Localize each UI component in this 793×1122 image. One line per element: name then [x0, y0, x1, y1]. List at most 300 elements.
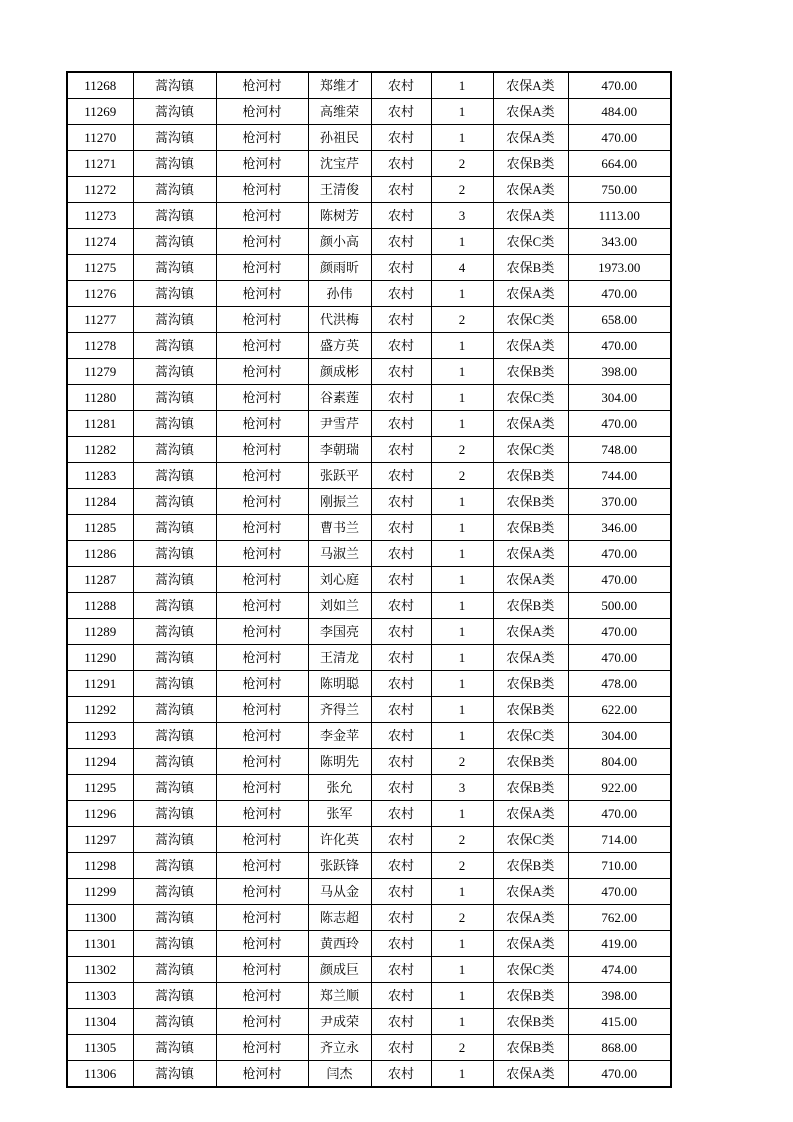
table-row	[67, 827, 671, 853]
cell-person-name: 刘如兰	[308, 593, 371, 619]
cell-residence-type: 农村	[371, 307, 431, 333]
cell-village: 枪河村	[216, 801, 308, 827]
cell-person-name: 刘心庭	[308, 567, 371, 593]
cell-insurance-class: 农保B类	[493, 151, 568, 177]
cell-insurance-class: 农保B类	[493, 1009, 568, 1035]
cell-amount: 304.00	[568, 385, 671, 411]
cell-town: 蒿沟镇	[133, 957, 216, 983]
table-row	[67, 72, 671, 99]
cell-amount: 470.00	[568, 72, 671, 99]
table-row	[67, 905, 671, 931]
cell-village: 枪河村	[216, 853, 308, 879]
records-table-body	[67, 72, 671, 1087]
table-row	[67, 593, 671, 619]
cell-person-name: 颜雨昕	[308, 255, 371, 281]
table-row	[67, 229, 671, 255]
cell-residence-type: 农村	[371, 983, 431, 1009]
table-row	[67, 411, 671, 437]
cell-person-name: 郑维才	[308, 72, 371, 99]
cell-town: 蒿沟镇	[133, 749, 216, 775]
cell-person-count: 1	[431, 541, 493, 567]
cell-town: 蒿沟镇	[133, 515, 216, 541]
cell-person-name: 郑兰顺	[308, 983, 371, 1009]
cell-town: 蒿沟镇	[133, 489, 216, 515]
cell-town: 蒿沟镇	[133, 619, 216, 645]
cell-town: 蒿沟镇	[133, 593, 216, 619]
cell-insurance-class: 农保C类	[493, 229, 568, 255]
cell-village: 枪河村	[216, 203, 308, 229]
cell-person-name: 李国亮	[308, 619, 371, 645]
cell-village: 枪河村	[216, 333, 308, 359]
table-row	[67, 619, 671, 645]
cell-residence-type: 农村	[371, 749, 431, 775]
table-row	[67, 515, 671, 541]
cell-person-name: 孙伟	[308, 281, 371, 307]
cell-person-count: 1	[431, 931, 493, 957]
cell-town: 蒿沟镇	[133, 827, 216, 853]
cell-person-count: 1	[431, 697, 493, 723]
cell-person-count: 3	[431, 775, 493, 801]
cell-town: 蒿沟镇	[133, 697, 216, 723]
table-row	[67, 931, 671, 957]
cell-residence-type: 农村	[371, 281, 431, 307]
cell-person-count: 2	[431, 437, 493, 463]
cell-insurance-class: 农保C类	[493, 307, 568, 333]
cell-insurance-class: 农保A类	[493, 125, 568, 151]
cell-record-id: 11297	[67, 827, 133, 853]
cell-residence-type: 农村	[371, 879, 431, 905]
cell-insurance-class: 农保A类	[493, 99, 568, 125]
cell-village: 枪河村	[216, 515, 308, 541]
table-row	[67, 125, 671, 151]
cell-person-count: 1	[431, 72, 493, 99]
cell-residence-type: 农村	[371, 723, 431, 749]
cell-village: 枪河村	[216, 255, 308, 281]
cell-town: 蒿沟镇	[133, 385, 216, 411]
cell-residence-type: 农村	[371, 1035, 431, 1061]
table-row	[67, 645, 671, 671]
cell-insurance-class: 农保C类	[493, 827, 568, 853]
cell-person-name: 刚振兰	[308, 489, 371, 515]
table-row	[67, 671, 671, 697]
cell-village: 枪河村	[216, 645, 308, 671]
cell-person-name: 王清俊	[308, 177, 371, 203]
cell-town: 蒿沟镇	[133, 645, 216, 671]
cell-record-id: 11289	[67, 619, 133, 645]
cell-insurance-class: 农保A类	[493, 931, 568, 957]
cell-residence-type: 农村	[371, 333, 431, 359]
cell-person-count: 1	[431, 515, 493, 541]
cell-amount: 1973.00	[568, 255, 671, 281]
cell-amount: 343.00	[568, 229, 671, 255]
cell-amount: 868.00	[568, 1035, 671, 1061]
cell-insurance-class: 农保A类	[493, 1061, 568, 1088]
cell-residence-type: 农村	[371, 463, 431, 489]
cell-town: 蒿沟镇	[133, 333, 216, 359]
cell-town: 蒿沟镇	[133, 671, 216, 697]
table-row	[67, 749, 671, 775]
cell-amount: 398.00	[568, 359, 671, 385]
cell-town: 蒿沟镇	[133, 151, 216, 177]
cell-record-id: 11286	[67, 541, 133, 567]
cell-amount: 664.00	[568, 151, 671, 177]
cell-record-id: 11282	[67, 437, 133, 463]
cell-residence-type: 农村	[371, 489, 431, 515]
cell-village: 枪河村	[216, 879, 308, 905]
cell-insurance-class: 农保B类	[493, 853, 568, 879]
cell-person-count: 2	[431, 853, 493, 879]
cell-residence-type: 农村	[371, 359, 431, 385]
table-row	[67, 723, 671, 749]
cell-person-count: 1	[431, 671, 493, 697]
cell-amount: 370.00	[568, 489, 671, 515]
cell-village: 枪河村	[216, 281, 308, 307]
cell-amount: 470.00	[568, 281, 671, 307]
cell-record-id: 11301	[67, 931, 133, 957]
cell-town: 蒿沟镇	[133, 203, 216, 229]
cell-insurance-class: 农保A类	[493, 645, 568, 671]
cell-town: 蒿沟镇	[133, 177, 216, 203]
cell-record-id: 11293	[67, 723, 133, 749]
cell-village: 枪河村	[216, 827, 308, 853]
cell-person-name: 尹成荣	[308, 1009, 371, 1035]
cell-amount: 470.00	[568, 333, 671, 359]
cell-amount: 762.00	[568, 905, 671, 931]
table-row	[67, 567, 671, 593]
cell-record-id: 11275	[67, 255, 133, 281]
cell-residence-type: 农村	[371, 229, 431, 255]
cell-village: 枪河村	[216, 749, 308, 775]
cell-person-count: 1	[431, 983, 493, 1009]
cell-amount: 744.00	[568, 463, 671, 489]
cell-person-name: 马淑兰	[308, 541, 371, 567]
cell-amount: 470.00	[568, 801, 671, 827]
cell-person-name: 齐立永	[308, 1035, 371, 1061]
cell-insurance-class: 农保A类	[493, 281, 568, 307]
cell-town: 蒿沟镇	[133, 125, 216, 151]
cell-person-name: 尹雪芹	[308, 411, 371, 437]
cell-person-count: 2	[431, 307, 493, 333]
cell-person-name: 陈明先	[308, 749, 371, 775]
cell-person-count: 1	[431, 411, 493, 437]
cell-insurance-class: 农保A类	[493, 177, 568, 203]
cell-record-id: 11278	[67, 333, 133, 359]
cell-residence-type: 农村	[371, 931, 431, 957]
cell-amount: 748.00	[568, 437, 671, 463]
cell-record-id: 11295	[67, 775, 133, 801]
cell-person-name: 陈志超	[308, 905, 371, 931]
cell-residence-type: 农村	[371, 385, 431, 411]
cell-person-name: 李朝瑞	[308, 437, 371, 463]
cell-residence-type: 农村	[371, 99, 431, 125]
cell-amount: 470.00	[568, 879, 671, 905]
cell-insurance-class: 农保B类	[493, 515, 568, 541]
cell-village: 枪河村	[216, 177, 308, 203]
table-row	[67, 957, 671, 983]
cell-record-id: 11299	[67, 879, 133, 905]
cell-town: 蒿沟镇	[133, 1061, 216, 1088]
cell-record-id: 11292	[67, 697, 133, 723]
cell-person-count: 1	[431, 957, 493, 983]
cell-town: 蒿沟镇	[133, 723, 216, 749]
cell-person-name: 高维荣	[308, 99, 371, 125]
cell-village: 枪河村	[216, 905, 308, 931]
cell-residence-type: 农村	[371, 775, 431, 801]
cell-village: 枪河村	[216, 593, 308, 619]
cell-village: 枪河村	[216, 229, 308, 255]
cell-record-id: 11271	[67, 151, 133, 177]
cell-residence-type: 农村	[371, 801, 431, 827]
cell-record-id: 11276	[67, 281, 133, 307]
cell-residence-type: 农村	[371, 957, 431, 983]
cell-insurance-class: 农保A类	[493, 541, 568, 567]
cell-person-name: 闫杰	[308, 1061, 371, 1088]
cell-person-name: 齐得兰	[308, 697, 371, 723]
cell-town: 蒿沟镇	[133, 463, 216, 489]
cell-person-count: 2	[431, 749, 493, 775]
cell-amount: 922.00	[568, 775, 671, 801]
cell-village: 枪河村	[216, 307, 308, 333]
table-row	[67, 541, 671, 567]
cell-person-name: 马从金	[308, 879, 371, 905]
cell-village: 枪河村	[216, 697, 308, 723]
cell-person-name: 李金苹	[308, 723, 371, 749]
cell-insurance-class: 农保B类	[493, 593, 568, 619]
cell-person-count: 1	[431, 359, 493, 385]
cell-person-count: 4	[431, 255, 493, 281]
cell-town: 蒿沟镇	[133, 541, 216, 567]
cell-insurance-class: 农保A类	[493, 801, 568, 827]
table-row	[67, 853, 671, 879]
cell-residence-type: 农村	[371, 255, 431, 281]
cell-village: 枪河村	[216, 489, 308, 515]
cell-residence-type: 农村	[371, 671, 431, 697]
cell-person-count: 1	[431, 1009, 493, 1035]
cell-residence-type: 农村	[371, 645, 431, 671]
cell-person-name: 谷素莲	[308, 385, 371, 411]
cell-town: 蒿沟镇	[133, 229, 216, 255]
cell-amount: 470.00	[568, 541, 671, 567]
cell-town: 蒿沟镇	[133, 359, 216, 385]
cell-town: 蒿沟镇	[133, 411, 216, 437]
cell-residence-type: 农村	[371, 411, 431, 437]
cell-record-id: 11290	[67, 645, 133, 671]
cell-insurance-class: 农保B类	[493, 983, 568, 1009]
cell-insurance-class: 农保A类	[493, 72, 568, 99]
cell-town: 蒿沟镇	[133, 931, 216, 957]
cell-town: 蒿沟镇	[133, 437, 216, 463]
cell-amount: 804.00	[568, 749, 671, 775]
cell-person-name: 黄西玲	[308, 931, 371, 957]
cell-village: 枪河村	[216, 437, 308, 463]
cell-person-name: 张跃平	[308, 463, 371, 489]
cell-residence-type: 农村	[371, 72, 431, 99]
cell-record-id: 11284	[67, 489, 133, 515]
cell-town: 蒿沟镇	[133, 281, 216, 307]
cell-amount: 419.00	[568, 931, 671, 957]
cell-amount: 470.00	[568, 1061, 671, 1088]
cell-amount: 304.00	[568, 723, 671, 749]
cell-town: 蒿沟镇	[133, 801, 216, 827]
cell-insurance-class: 农保A类	[493, 619, 568, 645]
cell-residence-type: 农村	[371, 827, 431, 853]
cell-record-id: 11288	[67, 593, 133, 619]
cell-village: 枪河村	[216, 125, 308, 151]
cell-record-id: 11303	[67, 983, 133, 1009]
cell-village: 枪河村	[216, 541, 308, 567]
cell-town: 蒿沟镇	[133, 567, 216, 593]
cell-record-id: 11302	[67, 957, 133, 983]
cell-insurance-class: 农保A类	[493, 333, 568, 359]
cell-residence-type: 农村	[371, 593, 431, 619]
table-row	[67, 177, 671, 203]
table-row	[67, 775, 671, 801]
cell-insurance-class: 农保B类	[493, 463, 568, 489]
cell-person-count: 1	[431, 125, 493, 151]
cell-insurance-class: 农保C类	[493, 723, 568, 749]
cell-village: 枪河村	[216, 385, 308, 411]
cell-residence-type: 农村	[371, 1009, 431, 1035]
table-row	[67, 255, 671, 281]
cell-amount: 710.00	[568, 853, 671, 879]
cell-amount: 470.00	[568, 567, 671, 593]
cell-record-id: 11270	[67, 125, 133, 151]
cell-person-count: 1	[431, 99, 493, 125]
cell-amount: 658.00	[568, 307, 671, 333]
cell-person-count: 3	[431, 203, 493, 229]
cell-person-count: 1	[431, 1061, 493, 1088]
cell-record-id: 11306	[67, 1061, 133, 1088]
cell-amount: 470.00	[568, 411, 671, 437]
table-row	[67, 697, 671, 723]
cell-amount: 622.00	[568, 697, 671, 723]
cell-village: 枪河村	[216, 359, 308, 385]
table-row	[67, 801, 671, 827]
cell-person-name: 陈明聪	[308, 671, 371, 697]
cell-insurance-class: 农保B类	[493, 255, 568, 281]
cell-person-count: 1	[431, 385, 493, 411]
table-row	[67, 1061, 671, 1088]
cell-village: 枪河村	[216, 1009, 308, 1035]
cell-town: 蒿沟镇	[133, 983, 216, 1009]
cell-village: 枪河村	[216, 983, 308, 1009]
cell-residence-type: 农村	[371, 515, 431, 541]
cell-insurance-class: 农保A类	[493, 567, 568, 593]
cell-village: 枪河村	[216, 1035, 308, 1061]
cell-town: 蒿沟镇	[133, 307, 216, 333]
table-row	[67, 385, 671, 411]
cell-town: 蒿沟镇	[133, 99, 216, 125]
cell-person-name: 张允	[308, 775, 371, 801]
cell-record-id: 11304	[67, 1009, 133, 1035]
cell-residence-type: 农村	[371, 541, 431, 567]
cell-person-count: 2	[431, 905, 493, 931]
cell-village: 枪河村	[216, 723, 308, 749]
cell-insurance-class: 农保B类	[493, 749, 568, 775]
cell-insurance-class: 农保B类	[493, 359, 568, 385]
cell-person-count: 1	[431, 723, 493, 749]
cell-residence-type: 农村	[371, 697, 431, 723]
cell-record-id: 11269	[67, 99, 133, 125]
cell-record-id: 11300	[67, 905, 133, 931]
cell-insurance-class: 农保C类	[493, 437, 568, 463]
cell-person-count: 1	[431, 333, 493, 359]
cell-village: 枪河村	[216, 72, 308, 99]
cell-town: 蒿沟镇	[133, 775, 216, 801]
cell-residence-type: 农村	[371, 125, 431, 151]
cell-insurance-class: 农保A类	[493, 203, 568, 229]
cell-village: 枪河村	[216, 775, 308, 801]
cell-residence-type: 农村	[371, 853, 431, 879]
table-row	[67, 333, 671, 359]
table-row	[67, 463, 671, 489]
cell-person-name: 陈树芳	[308, 203, 371, 229]
cell-insurance-class: 农保A类	[493, 879, 568, 905]
cell-residence-type: 农村	[371, 1061, 431, 1088]
cell-record-id: 11305	[67, 1035, 133, 1061]
cell-record-id: 11280	[67, 385, 133, 411]
cell-person-count: 1	[431, 879, 493, 905]
cell-amount: 398.00	[568, 983, 671, 1009]
cell-person-name: 沈宝芹	[308, 151, 371, 177]
cell-person-name: 代洪梅	[308, 307, 371, 333]
table-row	[67, 437, 671, 463]
cell-person-count: 2	[431, 827, 493, 853]
cell-person-name: 曹书兰	[308, 515, 371, 541]
cell-town: 蒿沟镇	[133, 72, 216, 99]
cell-village: 枪河村	[216, 99, 308, 125]
cell-insurance-class: 农保B类	[493, 671, 568, 697]
cell-amount: 484.00	[568, 99, 671, 125]
table-row	[67, 307, 671, 333]
cell-person-count: 1	[431, 567, 493, 593]
cell-person-name: 王清龙	[308, 645, 371, 671]
cell-record-id: 11274	[67, 229, 133, 255]
cell-record-id: 11281	[67, 411, 133, 437]
cell-person-count: 2	[431, 151, 493, 177]
cell-village: 枪河村	[216, 957, 308, 983]
cell-person-name: 盛方英	[308, 333, 371, 359]
cell-town: 蒿沟镇	[133, 1009, 216, 1035]
cell-person-count: 2	[431, 463, 493, 489]
cell-insurance-class: 农保B类	[493, 489, 568, 515]
cell-person-count: 2	[431, 1035, 493, 1061]
cell-person-count: 1	[431, 229, 493, 255]
records-table	[66, 71, 672, 1088]
cell-record-id: 11298	[67, 853, 133, 879]
cell-amount: 415.00	[568, 1009, 671, 1035]
cell-amount: 1113.00	[568, 203, 671, 229]
cell-record-id: 11272	[67, 177, 133, 203]
cell-person-name: 颜成彬	[308, 359, 371, 385]
cell-person-name: 张跃锋	[308, 853, 371, 879]
table-row	[67, 879, 671, 905]
cell-person-count: 1	[431, 645, 493, 671]
table-row	[67, 281, 671, 307]
cell-residence-type: 农村	[371, 437, 431, 463]
cell-insurance-class: 农保B类	[493, 1035, 568, 1061]
cell-amount: 714.00	[568, 827, 671, 853]
cell-person-count: 1	[431, 489, 493, 515]
cell-person-name: 颜成巨	[308, 957, 371, 983]
cell-amount: 478.00	[568, 671, 671, 697]
cell-insurance-class: 农保A类	[493, 411, 568, 437]
cell-amount: 346.00	[568, 515, 671, 541]
cell-amount: 470.00	[568, 619, 671, 645]
cell-village: 枪河村	[216, 567, 308, 593]
table-row	[67, 203, 671, 229]
cell-village: 枪河村	[216, 1061, 308, 1088]
